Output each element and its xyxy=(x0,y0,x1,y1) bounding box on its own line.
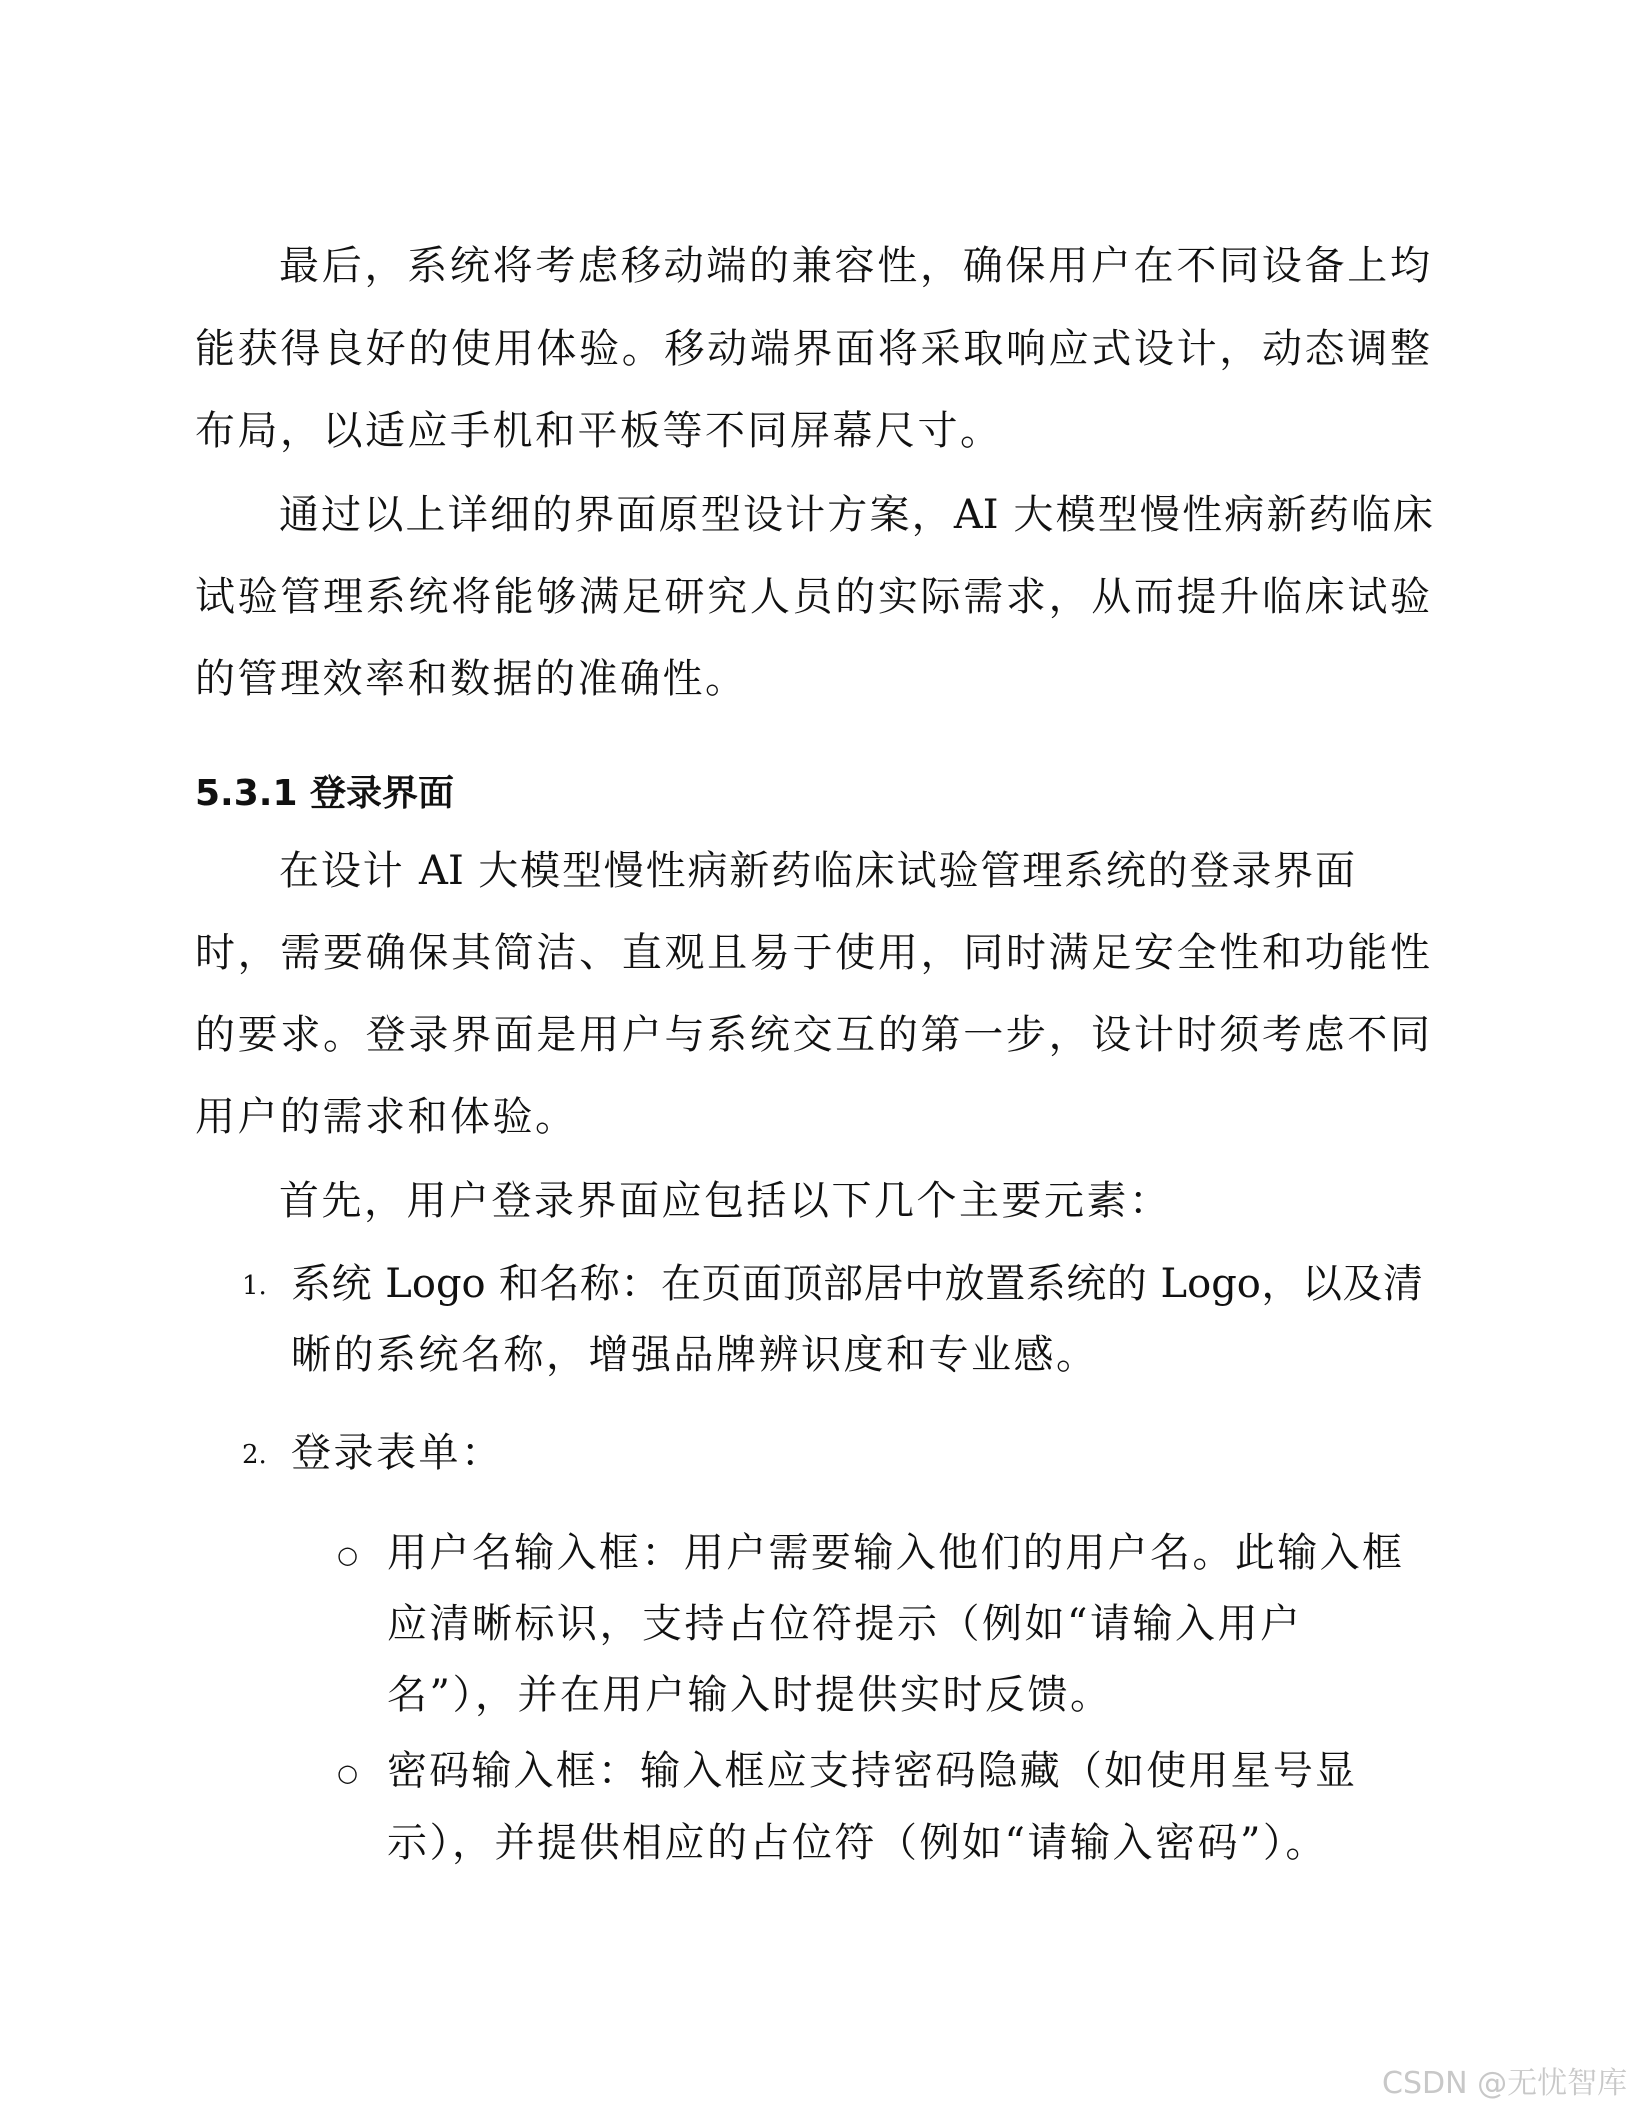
text-line: 密码输入框：输入框应支持密码隐藏（如使用星号显 xyxy=(387,1748,1355,1794)
text-line: 布局，以适应手机和平板等不同屏幕尺寸。 xyxy=(195,408,1003,454)
text-line: 通过以上详细的界面原型设计方案，AI 大模型慢性病新药临床 xyxy=(279,492,1433,538)
text-line: 时，需要确保其简洁、直观且易于使用，同时满足安全性和功能性 xyxy=(195,930,1430,976)
list-number: 2. xyxy=(242,1440,267,1470)
text-line: 的管理效率和数据的准确性。 xyxy=(195,656,748,702)
text-line: 用户名输入框：用户需要输入他们的用户名。此输入框 xyxy=(387,1530,1402,1576)
text-line: 能获得良好的使用体验。移动端界面将采取响应式设计，动态调整 xyxy=(195,326,1430,372)
circle-bullet-icon: ○ xyxy=(337,1759,358,1787)
text-line: 名”），并在用户输入时提供实时反馈。 xyxy=(387,1672,1113,1718)
text-line: 试验管理系统将能够满足研究人员的实际需求，从而提升临床试验 xyxy=(195,574,1430,620)
text-line: 的要求。登录界面是用户与系统交互的第一步，设计时须考虑不同 xyxy=(195,1012,1430,1058)
text-line: 用户的需求和体验。 xyxy=(195,1094,578,1140)
paragraph-elements-intro: 首先，用户登录界面应包括以下几个主要元素： xyxy=(279,1178,1172,1224)
text-line: 最后，系统将考虑移动端的兼容性，确保用户在不同设备上均 xyxy=(279,243,1430,289)
text-line: 应清晰标识，支持占位符提示（例如“请输入用户 xyxy=(387,1601,1303,1647)
section-heading: 5.3.1 登录界面 xyxy=(195,773,455,814)
list-number: 1. xyxy=(242,1271,267,1301)
watermark: CSDN @无忧智库 xyxy=(1382,2066,1628,2101)
text-line: 在设计 AI 大模型慢性病新药临床试验管理系统的登录界面 xyxy=(279,848,1355,894)
circle-bullet-icon: ○ xyxy=(337,1541,358,1569)
text-line: 示），并提供相应的占位符（例如“请输入密码”）。 xyxy=(387,1820,1328,1866)
text-line: 登录表单： xyxy=(291,1430,504,1476)
text-line: 系统 Logo 和名称：在页面顶部居中放置系统的 Logo，以及清 xyxy=(291,1261,1423,1307)
text-line: 晰的系统名称，增强品牌辨识度和专业感。 xyxy=(291,1332,1099,1378)
